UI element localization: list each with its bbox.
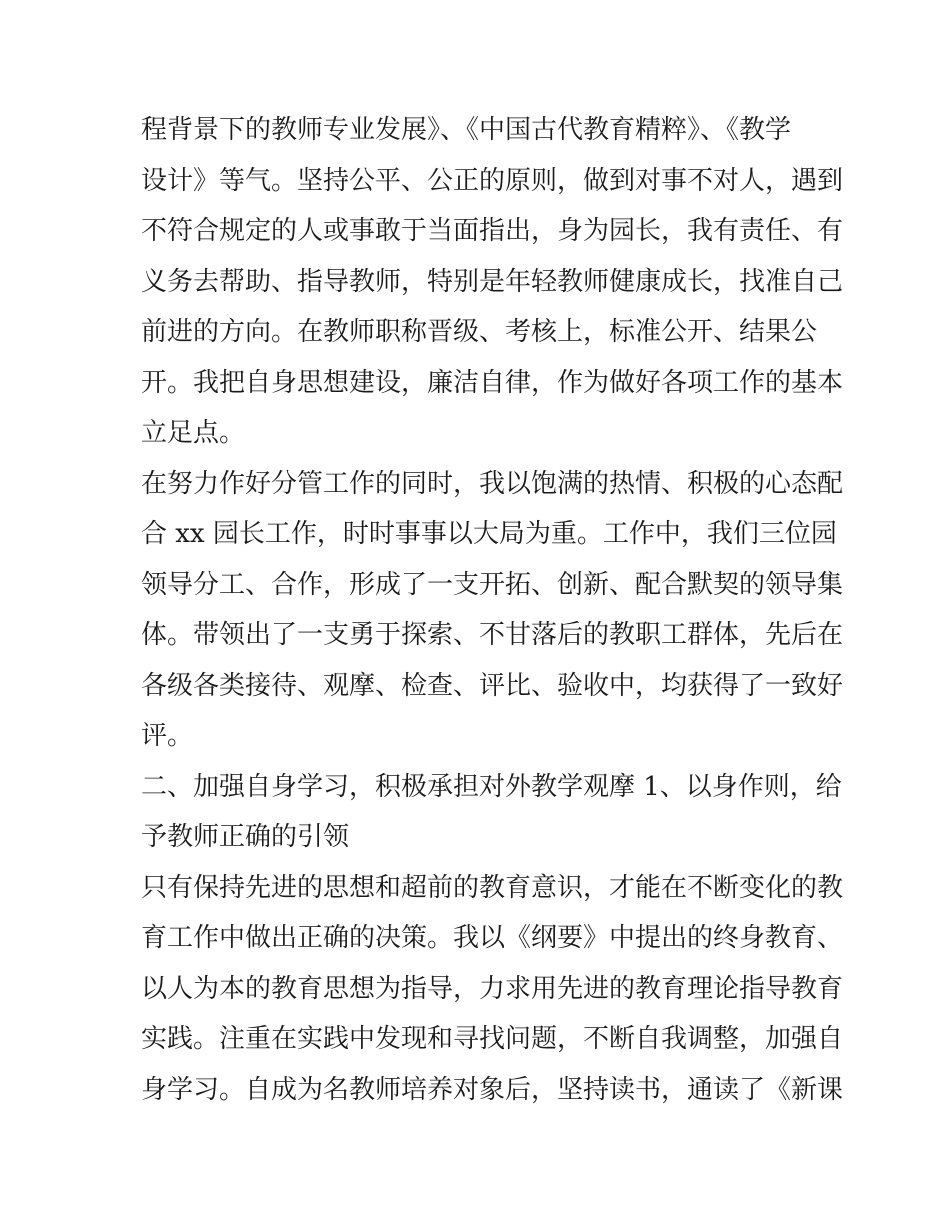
text-line: 程背景下的教师专业发展》、《中国古代教育精粹》、《教学 <box>141 115 792 145</box>
text-line: 领导分工、合作，形成了一支开拓、创新、配合默契的领导集 <box>141 569 844 600</box>
text-line: 身学习。自成为名教师培养对象后，坚持读书，通读了《新课 <box>141 1074 844 1105</box>
section-heading-line: 二、加强自身学习，积极承担对外教学观摩 1、以身作则，给 <box>141 771 842 802</box>
text-line: 以人为本的教育思想为指导，力求用先进的教育理论指导教育 <box>141 973 844 1004</box>
text-line: 各级各类接待、观摩、检查、评比、验收中，均获得了一致好 <box>141 670 844 701</box>
text-line: 开。我把自身思想建设，廉洁自律，作为做好各项工作的基本 <box>141 367 844 398</box>
document-body <box>141 105 844 1115</box>
text-line: 立足点。 <box>141 418 246 448</box>
text-line: 设计》等气。坚持公平、公正的原则，做到对事不对人，遇到 <box>141 165 844 196</box>
text-line: 义务去帮助、指导教师，特别是年轻教师健康成长，找准自己 <box>141 266 844 297</box>
text-line: 实践。注重在实践中发现和寻找问题，不断自我调整，加强自 <box>141 1024 844 1054</box>
text-line: 前进的方向。在教师职称晋级、考核上，标准公开、结果公 <box>141 317 818 347</box>
section-heading-line: 予教师正确的引领 <box>141 822 350 852</box>
text-line: 不符合规定的人或事敢于当面指出，身为园长，我有责任、有 <box>141 216 844 246</box>
text-line: 在努力作好分管工作的同时，我以饱满的热情、积极的心态配 <box>141 468 844 499</box>
text-line: 体。带领出了一支勇于探索、不甘落后的教职工群体，先后在 <box>141 620 844 650</box>
text-line: 只有保持先进的思想和超前的教育意识，才能在不断变化的教 <box>141 872 844 903</box>
text-line: 合 xx 园长工作，时时事事以大局为重。工作中，我们三位园 <box>141 519 837 549</box>
text-line: 评。 <box>141 721 194 751</box>
text-line: 育工作中做出正确的决策。我以《纲要》中提出的终身教育、 <box>141 923 844 953</box>
